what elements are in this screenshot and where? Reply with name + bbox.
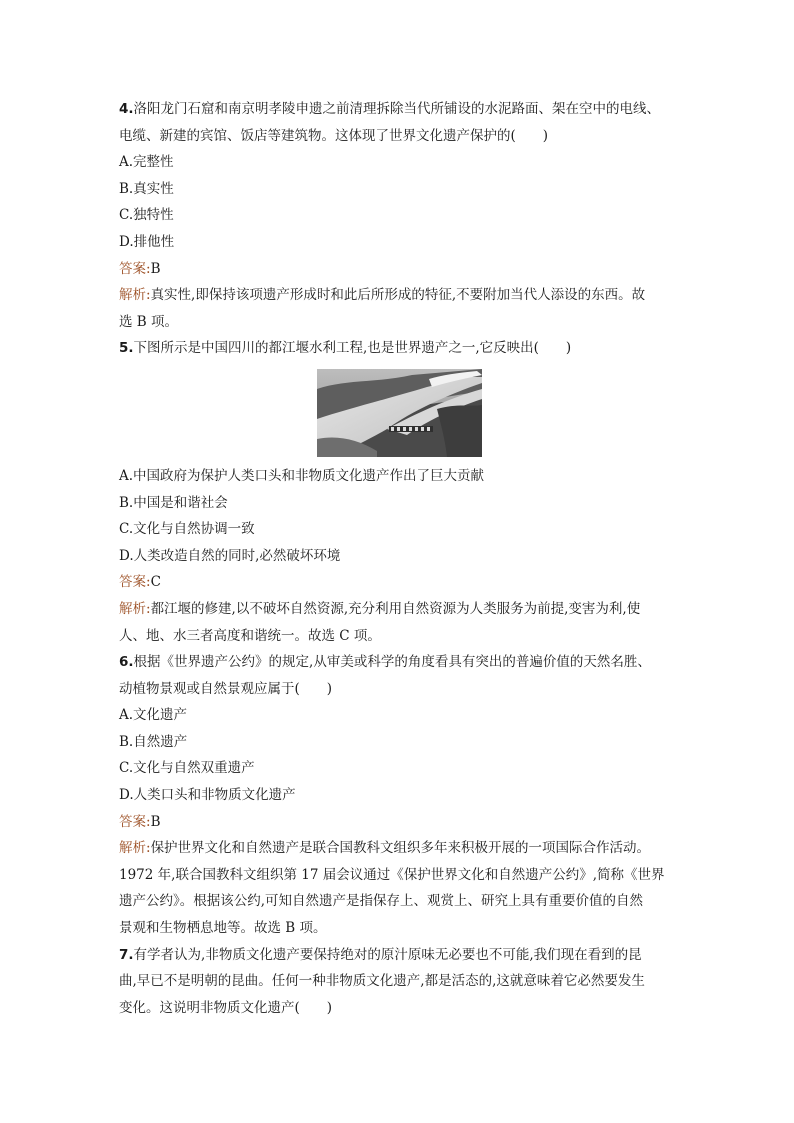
analysis-label: 解析:: [119, 840, 151, 857]
question-stem-line: 6.根据《世界遗产公约》的规定,从审美或科学的角度看具有突出的普遍价值的天然名胜、: [119, 654, 651, 671]
question-4: [119, 96, 679, 335]
option-d: D.人类改造自然的同时,必然破坏环境: [119, 547, 341, 564]
question-stem-line: 7.有学者认为,非物质文化遗产要保持绝对的原汁原味无必要也不可能,我们现在看到的昆: [119, 946, 642, 963]
question-stem-line: 4.洛阳龙门石窟和南京明孝陵申遗之前清理拆除当代所铺设的水泥路面、架在空中的电线、: [119, 101, 661, 117]
question-stem-line: 曲,早已不是明朝的昆曲。任何一种非物质文化遗产,都是活态的,这就意味着它必然要发生: [119, 973, 645, 990]
analysis-line: 遗产公约》。根据该公约,可知自然遗产是指保存上、观赏上、研究上具有重要价值的自然: [119, 893, 644, 910]
option-c: C.文化与自然协调一致: [119, 521, 255, 538]
answer: [119, 569, 679, 596]
answer-label: 答案:: [119, 813, 151, 830]
option-a: A.中国政府为保护人类口头和非物质文化遗产作出了巨大贡献: [119, 467, 485, 484]
answer-label: 答案:: [119, 574, 151, 591]
question-number: 7.: [119, 946, 134, 963]
dujiangyan-photo-icon: [317, 369, 482, 457]
option-c: C.文化与自然双重遗产: [119, 760, 255, 777]
question-stem-line: 5.下图所示是中国四川的都江堰水利工程,也是世界遗产之一,它反映出( ): [119, 340, 572, 357]
answer-value: B: [150, 260, 161, 277]
analysis-line: 人、地、水三者高度和谐统一。故选 C 项。: [119, 627, 381, 644]
answer-value: B: [150, 813, 161, 830]
option-b: B.自然遗产: [119, 733, 188, 750]
question-number: 4.: [119, 101, 134, 117]
analysis-line: 解析:保护世界文化和自然遗产是联合国教科文组织多年来积极开展的一项国际合作活动。: [119, 840, 651, 857]
answer: [119, 809, 679, 836]
analysis-label: 解析:: [119, 287, 151, 304]
option-b: B.中国是和谐社会: [119, 494, 228, 511]
analysis-line: 解析:真实性,即保持该项遗产形成时和此后所形成的特征,不要附加当代人添设的东西。故: [119, 287, 646, 304]
analysis-line: 1972 年,联合国教科文组织第 17 届会议通过《保护世界文化和自然遗产公约》,简称《世界: [119, 866, 665, 883]
question-7: [119, 942, 679, 1022]
analysis-line: 景观和生物栖息地等。故选 B 项。: [119, 920, 327, 937]
option-d: D.排他性: [119, 233, 175, 250]
question-stem-line: 电缆、新建的宾馆、饭店等建筑物。这体现了世界文化遗产保护的( ): [119, 127, 549, 144]
question-5: [119, 335, 679, 649]
question-stem-line: 变化。这说明非物质文化遗产( ): [119, 999, 333, 1016]
question-number: 6.: [119, 654, 134, 671]
analysis-line: 解析:都江堰的修建,以不破坏自然资源,充分利用自然资源为人类服务为前提,变害为利,使: [119, 600, 641, 617]
option-d: D.人类口头和非物质文化遗产: [119, 787, 296, 804]
option-a: A.文化遗产: [119, 707, 188, 724]
analysis-line: 选 B 项。: [119, 313, 179, 330]
answer-label: 答案:: [119, 260, 151, 277]
question-6: [119, 649, 679, 942]
figure: [119, 369, 679, 457]
option-b: B.真实性: [119, 180, 174, 197]
answer-value: C: [150, 574, 161, 591]
option-c: C.独特性: [119, 207, 174, 224]
question-stem-line: 动植物景观或自然景观应属于( ): [119, 680, 333, 697]
question-page: [119, 96, 679, 1021]
answer: [119, 256, 679, 283]
analysis-label: 解析:: [119, 600, 151, 617]
option-a: A.完整性: [119, 154, 174, 171]
question-number: 5.: [119, 340, 134, 357]
